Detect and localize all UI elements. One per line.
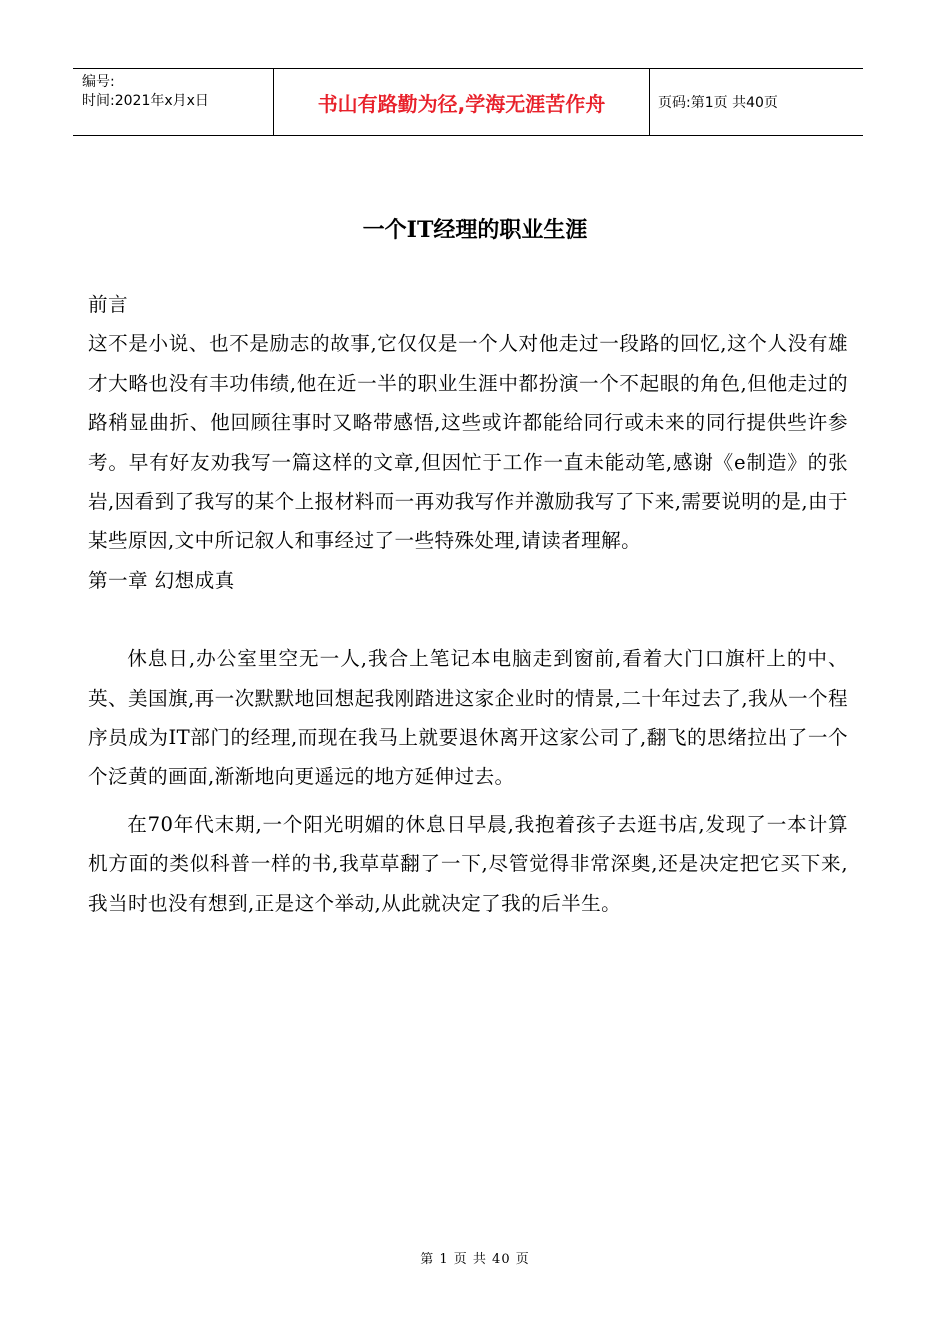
body-paragraph: 休息日,办公室里空无一人,我合上笔记本电脑走到窗前,看着大门口旗杆上的中、英、美国旗,再一次默默地回想起我刚踏进这家企业时的情景,二十年过去了,我从一个程序员成为IT部门的经理,而现在我马上就要退休离开这家公司了,翻飞的思绪拉出了一个个泛黄的画面,渐渐地向更遥远的地方延伸过去。 bbox=[88, 647, 848, 789]
header-page-info: 页码:第1页 共40页 bbox=[658, 95, 778, 111]
document-title: 一个IT经理的职业生涯 bbox=[362, 217, 588, 243]
page-footer: 第 1 页 共 40 页 bbox=[420, 1252, 530, 1267]
header-meta bbox=[73, 69, 274, 135]
document-body bbox=[88, 285, 848, 923]
document-header bbox=[73, 68, 863, 136]
header-motto: 书山有路勤为径,学海无涯苦作舟 bbox=[274, 69, 650, 135]
body-paragraph: 在70年代末期,一个阳光明媚的休息日早晨,我抱着孩子去逛书店,发现了一本计算机方面的类似科普一样的书,我草草翻了一下,尽管觉得非常深奥,还是决定把它买下来,我当时也没有想到,正是这个举动,从此就决定了我的后半生。 bbox=[88, 812, 848, 915]
spacer bbox=[88, 797, 848, 805]
number-label: 编号: bbox=[82, 74, 115, 90]
preface-paragraph: 这不是小说、也不是励志的故事,它仅仅是一个人对他走过一段路的回忆,这个人没有雄才大略也没有丰功伟绩,他在近一半的职业生涯中都扮演一个不起眼的角色,但他走过的路稍显曲折、他回顾往事时又略带感悟,这些或许都能给同行或未来的同行提供些许参考。早有好友劝我写一篇这样的文章,但因忙于工作一直未能动笔,感谢《e制造》的张岩,因看到了我写的某个上报材料而一再劝我写作并激励我写了下来,需要说明的是,由于某些原因,文中所记叙人和事经过了一些特殊处理,请读者理解。 bbox=[88, 332, 848, 553]
spacer bbox=[88, 600, 848, 639]
chapter-heading: 第一章 幻想成真 bbox=[88, 568, 235, 592]
time-label: 时间:2021年x月x日 bbox=[82, 93, 209, 109]
preface-heading: 前言 bbox=[88, 293, 128, 316]
